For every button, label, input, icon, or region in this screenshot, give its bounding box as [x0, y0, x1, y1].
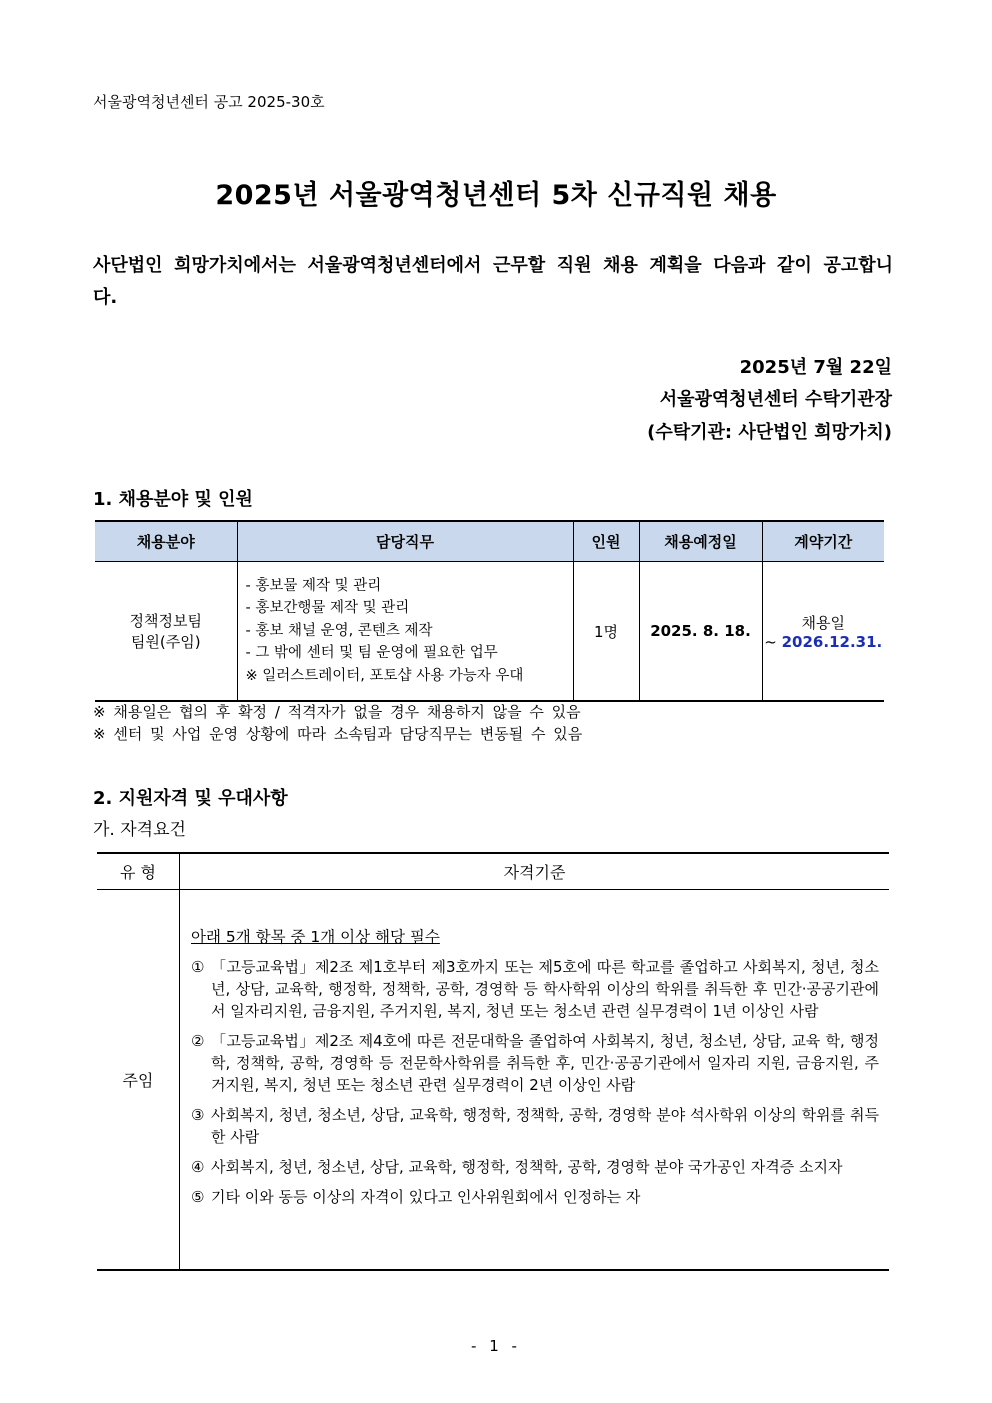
criteria-cell [180, 890, 890, 1271]
criteria-item [191, 956, 879, 1022]
period-end: 2026.12.31. [781, 632, 883, 651]
header-duties: 담당직무 [237, 521, 573, 562]
period-range [764, 633, 884, 651]
criteria-text: 「고등교육법」제2조 제1호부터 제3호까지 또는 제5호에 따른 학교를 졸업하고 사회복지, 청년, 청소년, 상담, 교육학, 행정학, 정책학, 공학, 경영학 등 학사학위 이상의 학위를 취득한 후 민간·공공기관에서 일자리지원, 금융지원, 주거지원, 복지, 청년 또는 청소년 관련 실무경력이 1년 이상인 사람 [211, 958, 879, 1020]
duty-item: - 홍보 채널 운영, 콘텐츠 제작 [245, 622, 433, 639]
header-headcount: 인원 [573, 521, 639, 562]
field-position: 팀원(주임) [130, 633, 201, 651]
criteria-number: ② [191, 1032, 205, 1050]
page-title: 2025년 서울광역청년센터 5차 신규직원 채용 [215, 180, 777, 211]
signer-subtitle: (수탁기관: 사단법인 희망가치) [647, 422, 892, 443]
criteria-number: ① [191, 958, 205, 976]
criteria-heading: 아래 5개 항목 중 1개 이상 해당 필수 [191, 928, 440, 946]
announcement-date: 2025년 7월 22일 [739, 357, 892, 378]
header-type: 유 형 [97, 853, 180, 890]
duty-item: - 홍보물 제작 및 관리 [245, 577, 382, 594]
note-hire-date: ※ 채용일은 협의 후 확정 / 적격자가 없을 경우 채용하지 않을 수 있음 [93, 703, 581, 721]
recruitment-table [95, 520, 884, 702]
header-criteria: 자격기준 [180, 853, 890, 890]
criteria-item [191, 1156, 879, 1178]
header-contract-period: 계약기간 [762, 521, 884, 562]
table-row [95, 562, 884, 702]
header-field: 채용분야 [95, 521, 237, 562]
recruitment-table-header [95, 521, 884, 562]
criteria-text: 기타 이와 동등 이상의 자격이 있다고 인사위원회에서 인정하는 자 [211, 1188, 641, 1206]
criteria-text: 사회복지, 청년, 청소년, 상담, 교육학, 행정학, 정책학, 공학, 경영학 분야 국가공인 자격증 소지자 [211, 1158, 843, 1176]
qualification-table [97, 852, 889, 1271]
headcount-cell: 1명 [573, 562, 639, 702]
period-tilde: ~ [764, 632, 782, 651]
duty-item: - 그 밖에 센터 및 팀 운영에 필요한 업무 [245, 645, 498, 662]
criteria-text: 「고등교육법」제2조 제4호에 따른 전문대학을 졸업하여 사회복지, 청년, 청소년, 상담, 교육 학, 행정학, 정책학, 공학, 경영학 등 전문학사학위를 취득한 후, 민간·공공기관에서 일자리 지원, 금융지원, 주거지원, 복지, 청년 또는 청소년 관련 실무경력이 2년 이상인 사람 [211, 1032, 879, 1094]
notice-number: 서울광역청년센터 공고 2025-30호 [93, 93, 325, 111]
criteria-item [191, 1030, 879, 1096]
duties-cell [237, 562, 573, 702]
duty-preference: ※ 일러스트레이터, 포토샵 사용 가능자 우대 [245, 667, 524, 684]
header-hire-date: 채용예정일 [639, 521, 762, 562]
table-row [97, 890, 889, 1271]
criteria-number: ③ [191, 1106, 205, 1124]
type-cell: 주임 [97, 890, 180, 1271]
criteria-item [191, 1186, 879, 1208]
intro-paragraph: 사단법인 희망가치에서는 서울광역청년센터에서 근무할 직원 채용 계획을 다음과 같이 공고합니다. [93, 255, 893, 308]
page-number: - 1 - [471, 1337, 521, 1355]
field-cell [95, 562, 237, 702]
qualification-subheading: 가. 자격요건 [93, 820, 186, 840]
criteria-number: ④ [191, 1158, 205, 1176]
section2-heading: 2. 지원자격 및 우대사항 [93, 788, 288, 809]
signer-organization: 서울광역청년센터 수탁기관장 [659, 389, 892, 410]
field-team: 정책정보팀 [129, 612, 202, 630]
qualification-table-header [97, 853, 889, 890]
contract-period-cell [762, 562, 884, 702]
period-start: 채용일 [801, 613, 845, 632]
hire-date-cell: 2025. 8. 18. [639, 562, 762, 702]
note-team-change: ※ 센터 및 사업 운영 상황에 따라 소속팀과 담당직무는 변동될 수 있음 [93, 725, 583, 743]
criteria-text: 사회복지, 청년, 청소년, 상담, 교육학, 행정학, 정책학, 공학, 경영학 분야 석사학위 이상의 학위를 취득한 사람 [211, 1106, 879, 1146]
criteria-item [191, 1104, 879, 1148]
section1-heading: 1. 채용분야 및 인원 [93, 489, 253, 510]
criteria-number: ⑤ [191, 1188, 205, 1206]
duty-item: - 홍보간행물 제작 및 관리 [245, 600, 410, 617]
